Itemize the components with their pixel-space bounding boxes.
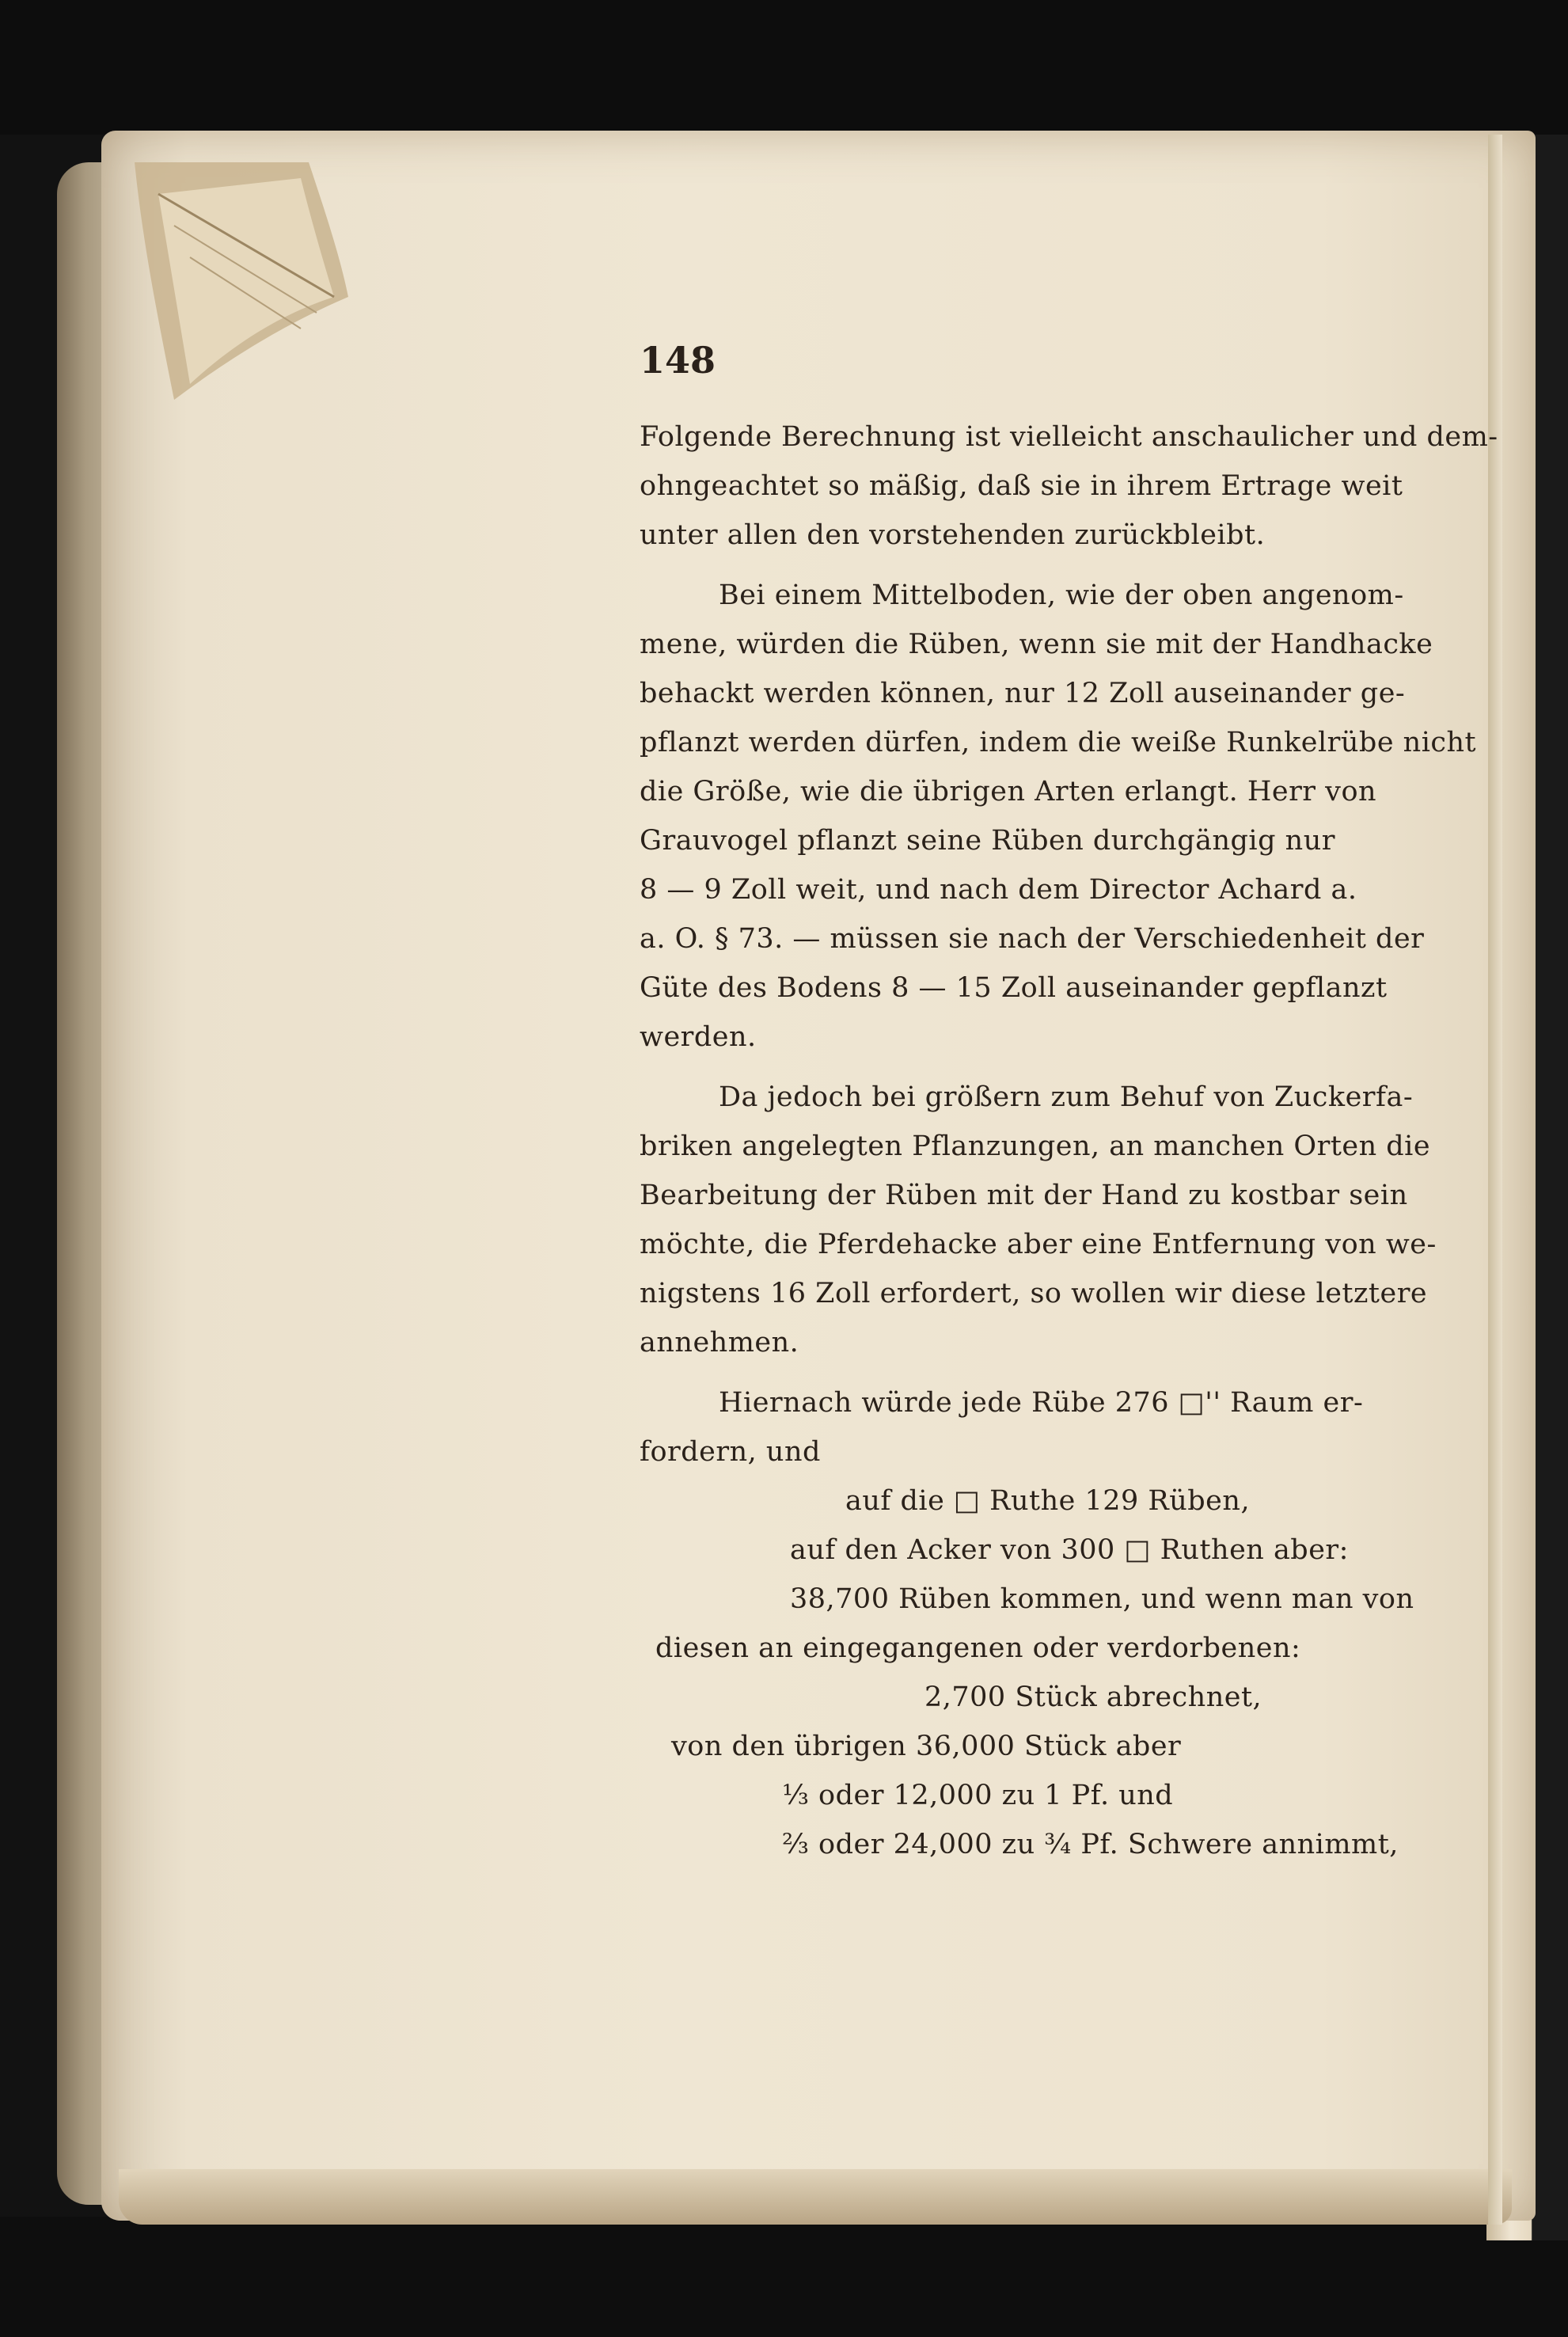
text-line: annehmen.: [640, 1327, 799, 1358]
text-line: nigstens 16 Zoll erfordert, so wollen wir diese letztere: [640, 1278, 1428, 1309]
calc-line: 2,700 Stück abrechnet,: [924, 1682, 1262, 1713]
text-line: behackt werden können, nur 12 Zoll auseinander ge-: [640, 678, 1406, 709]
text-line: Hiernach würde jede Rübe 276 □'' Raum er-: [719, 1387, 1364, 1419]
text-line: Grauvogel pflanzt seine Rüben durchgängig nur: [640, 825, 1335, 857]
calc-line: diesen an eingegangenen oder verdorbenen:: [655, 1632, 1301, 1664]
text-line: die Größe, wie die übrigen Arten erlangt. Herr von: [640, 776, 1377, 808]
page-stack-bottom-edge: [119, 2169, 1512, 2225]
text-line: pflanzt werden dürfen, indem die weiße Runkelrübe nicht: [640, 727, 1477, 758]
text-line: Bei einem Mittelboden, wie der oben angenom-: [719, 580, 1404, 611]
folded-corner-icon: [127, 146, 356, 408]
calc-line: auf den Acker von 300 □ Ruthen aber:: [790, 1534, 1349, 1566]
text-line: unter allen den vorstehenden zurückbleibt.: [640, 519, 1266, 551]
text-line: mene, würden die Rüben, wenn sie mit der Handhacke: [640, 629, 1433, 660]
page-number: 148: [640, 339, 716, 382]
text-line: werden.: [640, 1021, 757, 1053]
calc-line: 38,700 Rüben kommen, und wenn man von: [790, 1583, 1414, 1615]
text-line: briken angelegten Pflanzungen, an manchen Orten die: [640, 1130, 1431, 1162]
text-line: Bearbeitung der Rüben mit der Hand zu kostbar sein: [640, 1180, 1408, 1211]
text-line: 8 — 9 Zoll weit, und nach dem Director Achard a.: [640, 874, 1357, 906]
calc-line: auf die □ Ruthe 129 Rüben,: [845, 1485, 1251, 1517]
background-top: [0, 0, 1568, 135]
text-line: ohngeachtet so mäßig, daß sie in ihrem Ertrage weit: [640, 470, 1403, 502]
calc-line: von den übrigen 36,000 Stück aber: [671, 1731, 1182, 1762]
background-bottom: [0, 2217, 1568, 2337]
calc-line: ⅔ oder 24,000 zu ¾ Pf. Schwere annimmt,: [782, 1829, 1399, 1860]
text-line: Güte des Bodens 8 — 15 Zoll auseinander gepflanzt: [640, 972, 1388, 1004]
text-line: Da jedoch bei größern zum Behuf von Zuckerfa-: [719, 1081, 1414, 1113]
text-line: fordern, und: [640, 1436, 821, 1468]
calc-line: ⅓ oder 12,000 zu 1 Pf. und: [782, 1780, 1174, 1811]
text-line: a. O. § 73. — müssen sie nach der Verschiedenheit der: [640, 923, 1425, 955]
text-line: möchte, die Pferdehacke aber eine Entfernung von we-: [640, 1229, 1437, 1260]
text-line: Folgende Berechnung ist vielleicht anschaulicher und dem-: [640, 421, 1498, 453]
